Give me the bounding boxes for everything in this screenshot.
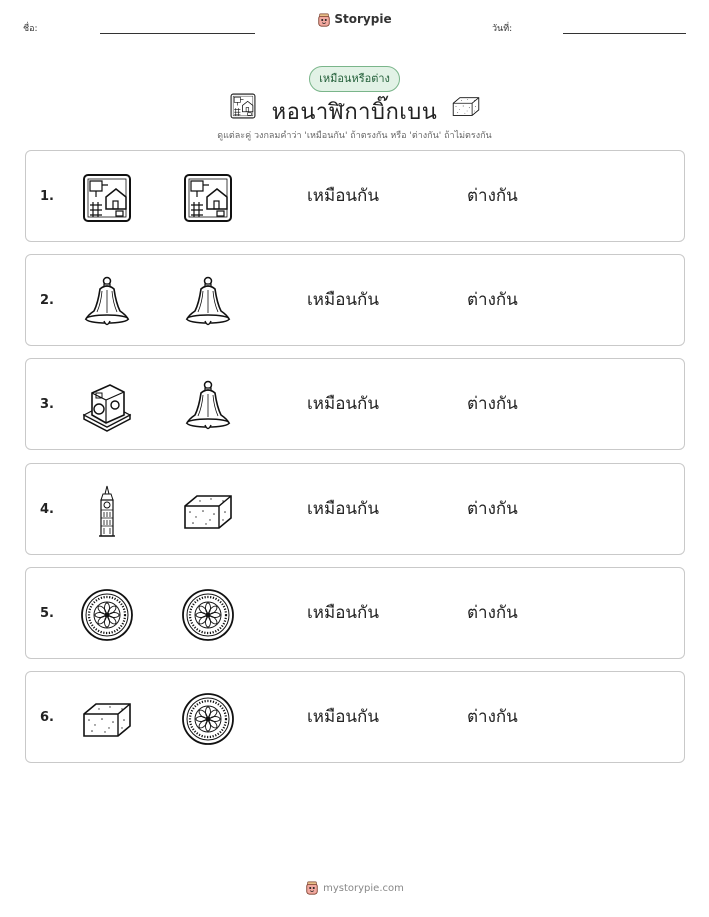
question-row	[25, 463, 685, 555]
question-row	[25, 150, 685, 242]
stone-block-icon	[181, 484, 235, 538]
answer-same[interactable]: เหมือนกัน	[307, 394, 379, 414]
question-number: 5.	[40, 606, 54, 621]
answer-different[interactable]: ต่างกัน	[467, 603, 518, 623]
name-field-line[interactable]	[100, 33, 255, 34]
page-title: หอนาฬิกาบิ๊กเบน	[271, 100, 438, 125]
question-number: 1.	[40, 189, 54, 204]
bell-icon	[80, 275, 134, 329]
answer-same[interactable]: เหมือนกัน	[307, 499, 379, 519]
answer-same[interactable]: เหมือนกัน	[307, 603, 379, 623]
clock-face-icon	[80, 588, 134, 642]
answer-different[interactable]: ต่างกัน	[467, 186, 518, 206]
footer-url: mystorypie.com	[323, 883, 404, 894]
storypie-logo-icon	[305, 881, 319, 895]
answer-same[interactable]: เหมือนกัน	[307, 707, 379, 727]
bell-icon	[181, 379, 235, 433]
stone-block-icon	[80, 692, 134, 746]
footer	[0, 881, 709, 895]
answer-different[interactable]: ต่างกัน	[467, 499, 518, 519]
worksheet-type-badge: เหมือนหรือต่าง	[309, 66, 400, 92]
question-number: 2.	[40, 293, 54, 308]
clock-mechanism-icon	[80, 379, 134, 433]
answer-different[interactable]: ต่างกัน	[467, 290, 518, 310]
instructions: ดูแต่ละคู่ วงกลมคำว่า 'เหมือนกัน' ถ้าตรงกัน หรือ 'ต่างกัน' ถ้าไม่ตรงกัน	[217, 131, 492, 141]
question-number: 3.	[40, 397, 54, 412]
question-row	[25, 358, 685, 450]
answer-same[interactable]: เหมือนกัน	[307, 290, 379, 310]
brand	[0, 12, 709, 27]
date-label: วันที่:	[492, 24, 513, 34]
clock-tower-icon	[80, 484, 134, 538]
question-number: 6.	[40, 710, 54, 725]
brand-name: Storypie	[334, 12, 392, 26]
bell-icon	[181, 275, 235, 329]
name-label: ชื่อ:	[23, 24, 38, 34]
answer-same[interactable]: เหมือนกัน	[307, 186, 379, 206]
answer-different[interactable]: ต่างกัน	[467, 707, 518, 727]
date-field-line[interactable]	[563, 33, 686, 34]
clock-face-icon	[181, 692, 235, 746]
question-row	[25, 567, 685, 659]
question-number: 4.	[40, 502, 54, 517]
storypie-logo-icon	[317, 13, 331, 27]
question-row	[25, 671, 685, 763]
question-row	[25, 254, 685, 346]
blueprint-icon	[80, 171, 134, 225]
answer-different[interactable]: ต่างกัน	[467, 394, 518, 414]
stone-block-icon	[451, 91, 481, 121]
blueprint-icon	[181, 171, 235, 225]
clock-face-icon	[181, 588, 235, 642]
